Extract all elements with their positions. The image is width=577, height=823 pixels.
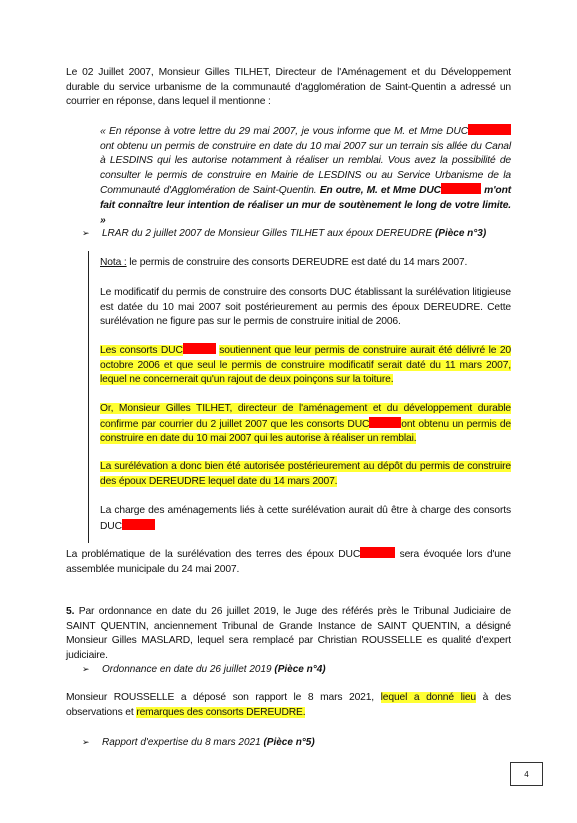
exhibit-reference-3 [82, 226, 502, 241]
paragraph-text: Par ordonnance en date du 26 juillet 2019, le Juge des référés près le Tribunal Judiciaire de SAINT QUENTIN, anciennement Tribunal de Grande Instance de SAINT QUENTIN, a désigné Monsieur Gilles MASLARD, lequel sera remplacé par Christian ROUSSELLE es qualité d'expert judiciaire. [66, 606, 511, 661]
highlighted-text: ont obtenu un permis de construire en date du 10 mai 2007 qui les autorise à réaliser un remblai. [100, 418, 511, 445]
paragraph-text: établissant la surélévation litigieuse est datée du 10 mai 2007 soit postérieurement au permis des époux DEREUDRE. Cette surélévation ne figure pas sur le permis de construire initial de 2006. [100, 287, 511, 328]
exhibit-number: (Pièce n°5) [263, 737, 315, 748]
paragraph-highlighted-1 [100, 343, 511, 388]
page-number: 4 [510, 762, 543, 786]
nota-paragraph [100, 256, 511, 271]
redaction-mark [441, 183, 481, 194]
paragraph-charge [100, 504, 511, 534]
margin-bar [88, 251, 89, 543]
redaction-mark [369, 417, 401, 428]
paragraph-modificatif [100, 285, 511, 330]
section-number: 5. [66, 606, 75, 617]
redaction-mark [122, 519, 155, 530]
highlighted-text: lequel a donné lieu [380, 692, 477, 703]
redaction-mark [183, 343, 216, 354]
paragraph-text: La charge des aménagements liés à cette surélévation aurait dû être à charge des consorts DUC [100, 505, 511, 532]
arrow-bullet-icon: ➢ [82, 664, 90, 674]
paragraph-text: sera évoquée lors d'une assemblée municipale du 24 mai 2007. [66, 549, 511, 575]
exhibit-title: Ordonnance en date du 26 juillet 2019 [102, 664, 272, 675]
quote-text-2: ont obtenu un permis de construire en date du 10 mai 2007 sur un terrain sis allée du Canal à LESDINS qui les autorise notamment à réaliser un remblai. Vous avez la possibilité de consulter le permis de construire en Mairie de LESDINS ou au Service Urbanisme de la Communauté d'Agglomération de Saint-Quentin. [100, 140, 511, 197]
paragraph-highlighted-2 [100, 402, 511, 447]
redaction-mark [468, 124, 511, 135]
redaction-mark [360, 547, 395, 558]
quote-block [100, 124, 511, 228]
quote-bold-1: En outre, M. et Mme DUC [319, 185, 441, 197]
paragraph-highlighted-3 [100, 460, 511, 489]
paragraph-text: Le 02 Juillet 2007, Monsieur Gilles TILHET, Directeur de l'Aménagement et du Développement durable du service urbanisme de la communauté d'agglomération de Saint-Quentin a adressé un courrier en réponse, dans lequel il mentionne : [66, 67, 511, 108]
paragraph-rapport [66, 691, 511, 720]
exhibit-reference-5 [82, 735, 502, 750]
paragraph-text: Le modificatif du permis de construire des consorts DUC [100, 287, 352, 298]
exhibit-number: (Pièce n°4) [274, 664, 326, 675]
paragraph-ordonnance [66, 605, 511, 663]
quote-close: » [100, 214, 106, 226]
exhibit-title: LRAR du 2 juillet 2007 de Monsieur Gilles TILHET aux époux DEREUDRE [102, 228, 433, 239]
paragraph-text: Monsieur ROUSSELLE a déposé son rapport le 8 mars 2021, [66, 692, 375, 703]
nota-label: Nota : [100, 257, 127, 268]
arrow-bullet-icon: ➢ [82, 228, 90, 238]
quote-bold-2: m'ont fait connaître leur intention de réaliser un mur de soutènement le long de votre limite. [100, 185, 511, 211]
nota-text: le permis de construire des consorts DEREUDRE est daté du 14 mars 2007. [129, 257, 468, 268]
highlighted-text: Les consorts DUC [100, 345, 183, 356]
paragraph-tilhet-letter [66, 66, 511, 110]
highlighted-text: remarques des consorts DEREUDRE. [136, 706, 306, 718]
highlighted-text: soutiennent que leur permis de construire aurait été délivré le 20 octobre 2006 et que seul le permis de construire modificatif serait daté du 11 mars 2007, lequel ne concernerait qu'un rajout de deux poinçons sur la toiture. [100, 345, 511, 386]
exhibit-number: (Pièce n°3) [434, 228, 487, 239]
highlighted-text: Or, Monsieur Gilles TILHET, directeur de l'aménagement et du développement durable confirme par courrier du 2 juillet 2007 que les consorts DUC [100, 403, 511, 430]
quote-text-1: « En réponse à votre lettre du 29 mai 2007, je vous informe que M. et Mme DUC [100, 126, 468, 137]
arrow-bullet-icon: ➢ [82, 737, 90, 747]
exhibit-reference-4 [82, 662, 502, 677]
paragraph-problematique [66, 547, 511, 577]
exhibit-title: Rapport d'expertise du 8 mars 2021 [102, 737, 261, 748]
paragraph-text: à des observations et [66, 692, 512, 718]
paragraph-text: La problématique de la surélévation des terres des époux DUC [66, 549, 361, 560]
highlighted-text: La surélévation a donc bien été autorisée postérieurement au dépôt du permis de construire des époux DEREUDRE lequel date du 14 mars 2007. [100, 461, 511, 487]
